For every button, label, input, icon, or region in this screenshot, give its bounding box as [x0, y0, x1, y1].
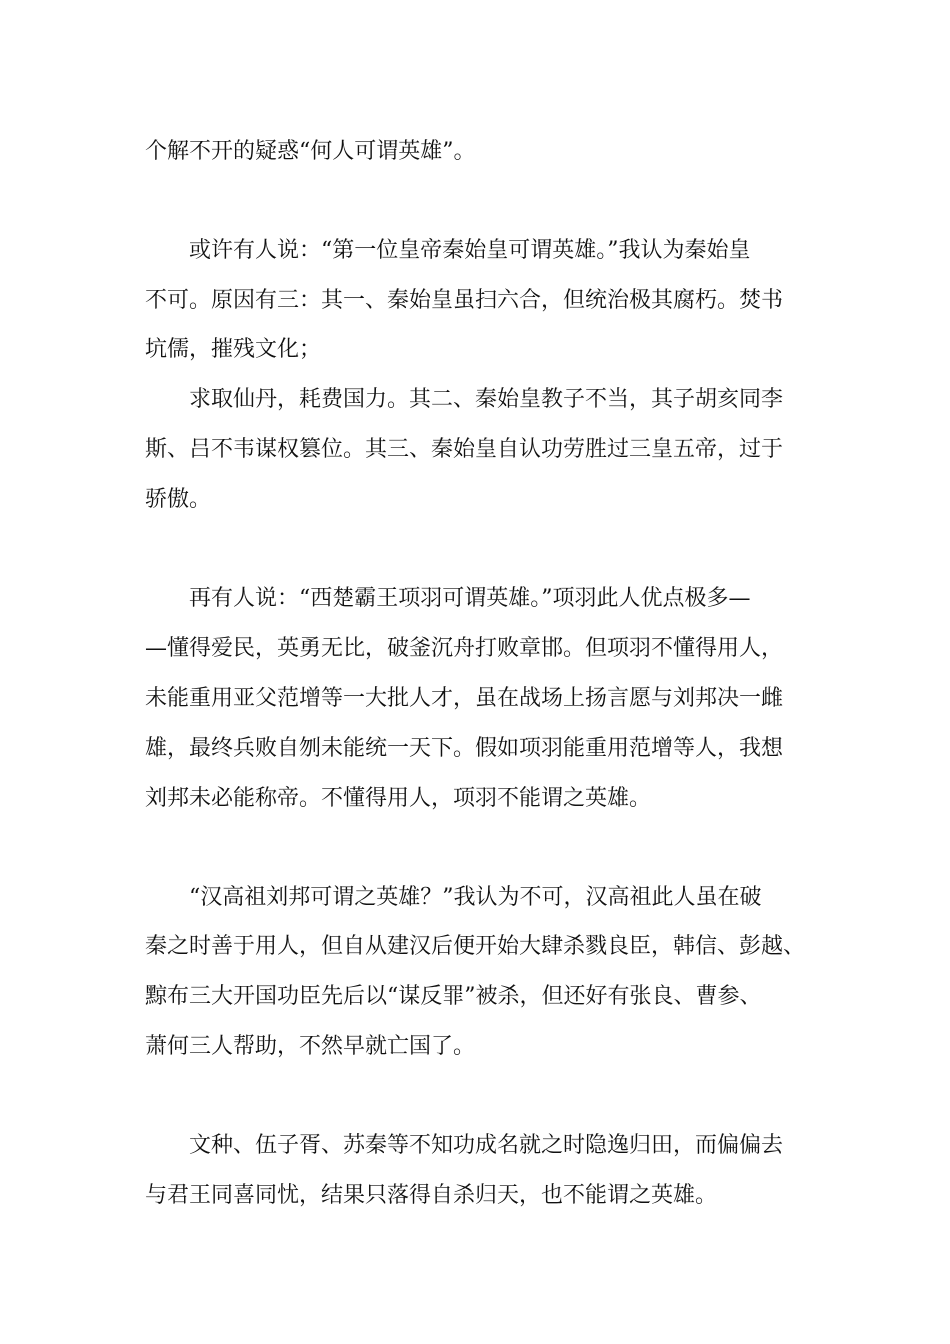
text-line: 黥布三大开国功臣先后以“谋反罪”被杀，但还好有张良、曹参、 [145, 984, 762, 1009]
text-line: 斯、吕不韦谋权篡位。其三、秦始皇自认功劳胜过三皇五帝，过于 [145, 437, 784, 462]
text-line: 刘邦未必能称帝。不懂得用人，项羽不能谓之英雄。 [145, 786, 652, 811]
text-line: 个解不开的疑惑“何人可谓英雄”。 [145, 139, 476, 164]
text-line: 未能重用亚父范增等一大批人才，虽在战场上扬言愿与刘邦决一雌 [145, 686, 784, 711]
text-line: 秦之时善于用人，但自从建汉后便开始大肆杀戮良臣，韩信、彭越、 [145, 934, 806, 959]
text-line: 雄，最终兵败自刎未能统一天下。假如项羽能重用范增等人，我想 [145, 736, 784, 761]
text-line: 或许有人说：“第一位皇帝秦始皇可谓英雄。”我认为秦始皇 [189, 238, 751, 263]
text-line: 求取仙丹，耗费国力。其二、秦始皇教子不当，其子胡亥同李 [189, 387, 784, 412]
text-line: 骄傲。 [145, 487, 212, 512]
text-line: 再有人说：“西楚霸王项羽可谓英雄。”项羽此人优点极多— [189, 586, 751, 611]
text-line: “汉高祖刘邦可谓之英雄？”我认为不可，汉高祖此人虽在破 [189, 885, 762, 910]
text-line: 与君王同喜同忧，结果只落得自杀归天，也不能谓之英雄。 [145, 1183, 718, 1208]
text-line: 文种、伍子胥、苏秦等不知功成名就之时隐逸归田，而偏偏去 [189, 1133, 784, 1158]
text-line: 坑儒，摧残文化； [145, 337, 322, 362]
text-line: —懂得爱民，英勇无比，破釜沉舟打败章邯。但项羽不懂得用人， [145, 636, 784, 661]
text-line: 不可。原因有三：其一、秦始皇虽扫六合，但统治极其腐朽。焚书 [145, 288, 784, 313]
text-line: 萧何三人帮助，不然早就亡国了。 [145, 1034, 476, 1059]
